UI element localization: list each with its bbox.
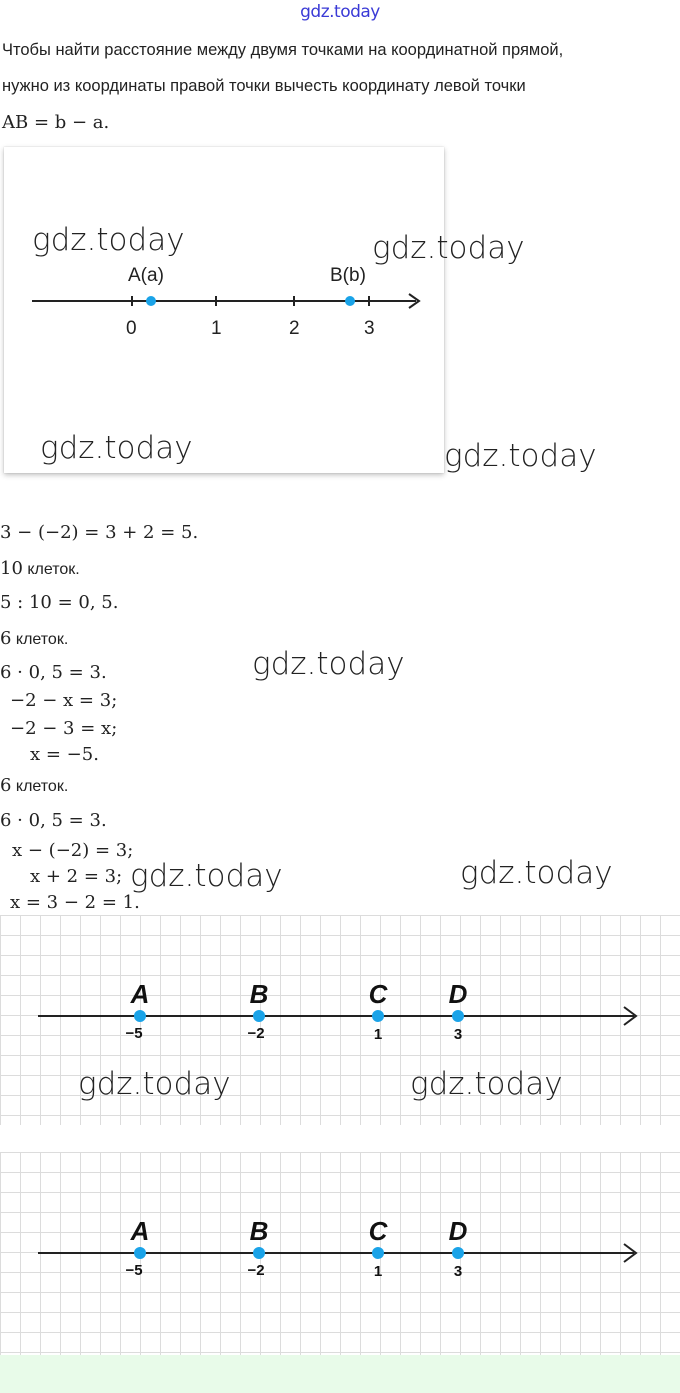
solution-line-4: 6 клеток. (0, 628, 69, 649)
letter-c: C (368, 1216, 388, 1246)
point-a (134, 1010, 146, 1022)
letter-b: B (249, 1216, 269, 1246)
watermark: gdz.today (372, 230, 525, 266)
intro-line-1: Чтобы найти расстояние между двумя точками на координатной прямой, (2, 41, 564, 59)
solution-line-10: 6 · 0, 5 = 3. (0, 810, 107, 831)
watermark: gdz.today (410, 1066, 563, 1102)
solution-line-8: x = −5. (30, 744, 99, 765)
tick-label-0: 0 (126, 318, 137, 339)
letter-b: B (249, 979, 269, 1009)
tick-label-2: 2 (289, 318, 300, 339)
solution-line-3: 5 : 10 = 0, 5. (0, 592, 119, 613)
point-b (345, 296, 355, 306)
letter-d: D (448, 979, 468, 1009)
point-a (146, 296, 156, 306)
letter-a: A (130, 979, 150, 1009)
point-a (134, 1247, 146, 1259)
solution-line-7: −2 − 3 = x; (10, 718, 118, 739)
watermark: gdz.today (252, 646, 405, 682)
value-c: 1 (373, 1026, 383, 1043)
number-line-2 (0, 1152, 680, 1355)
watermark: gdz.today (444, 438, 597, 474)
diagram-card (4, 147, 444, 473)
value-a: −5 (125, 1262, 143, 1279)
letter-a: A (130, 1216, 150, 1246)
number-line-grid-2 (0, 1152, 680, 1355)
intro-line-2: нужно из координаты правой точки вычесть координату левой точки (2, 77, 526, 95)
point-d (452, 1010, 464, 1022)
point-c (372, 1010, 384, 1022)
value-c: 1 (373, 1263, 383, 1280)
watermark: gdz.today (130, 858, 283, 894)
distance-formula: AB = b − a. (2, 112, 110, 133)
point-b (253, 1010, 265, 1022)
value-d: 3 (453, 1026, 463, 1043)
solution-line-12: x + 2 = 3; (30, 866, 123, 887)
site-logo[interactable]: gdz.today (300, 2, 380, 22)
value-b: −2 (247, 1025, 265, 1042)
value-b: −2 (247, 1262, 265, 1279)
point-d (452, 1247, 464, 1259)
solution-line-2: 10 клеток. (0, 558, 80, 579)
value-d: 3 (453, 1263, 463, 1280)
tick-label-1: 1 (211, 318, 222, 339)
label-b: B(b) (330, 265, 366, 286)
letter-d: D (448, 1216, 468, 1246)
watermark: gdz.today (78, 1066, 231, 1102)
point-c (372, 1247, 384, 1259)
watermark: gdz.today (40, 430, 193, 466)
solution-line-13: x = 3 − 2 = 1. (10, 892, 140, 913)
solution-line-1: 3 − (−2) = 3 + 2 = 5. (0, 522, 199, 543)
solution-line-9: 6 клеток. (0, 775, 69, 796)
coordinate-line-diagram (4, 147, 444, 473)
watermark: gdz.today (32, 222, 185, 258)
solution-line-6: −2 − x = 3; (10, 690, 118, 711)
solution-line-11: x − (−2) = 3; (12, 840, 134, 861)
label-a: A(a) (128, 265, 164, 286)
point-b (253, 1247, 265, 1259)
watermark: gdz.today (460, 855, 613, 891)
intro-text (2, 32, 672, 104)
tick-label-3: 3 (364, 318, 375, 339)
solution-line-5: 6 · 0, 5 = 3. (0, 662, 107, 683)
bottom-band (0, 1355, 680, 1393)
value-a: −5 (125, 1025, 143, 1042)
letter-c: C (368, 979, 388, 1009)
